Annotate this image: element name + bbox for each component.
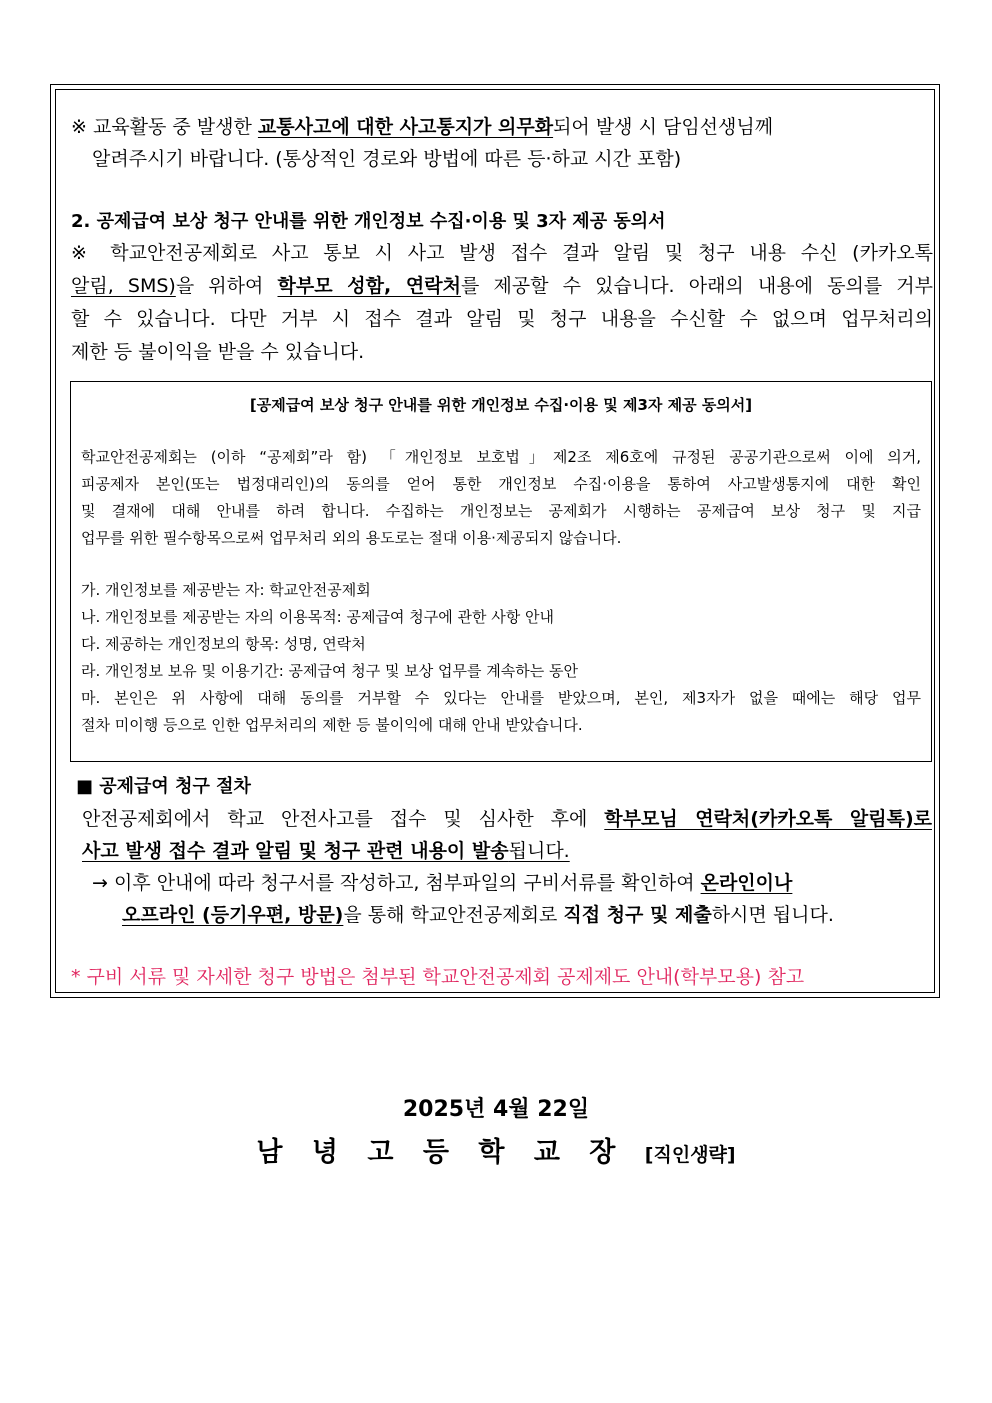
procedure-emphasis: 온라인이나	[700, 872, 793, 894]
document-inner-frame	[55, 89, 935, 993]
consent-item-ga: 가. 개인정보를 제공받는 자: 학교안전공제회	[81, 581, 371, 599]
procedure-emphasis: 오프라인 (등기우편, 방문)	[122, 904, 344, 926]
para-text: 를 제공할 수 있습니다. 아래의 내용에 동의를 거부	[460, 275, 934, 297]
consent-item-ma-line2: 절차 미이행 등으로 인한 업무처리의 제한 등 불이익에 대해 안내 받았습니다.	[81, 716, 583, 734]
procedure-line1	[82, 803, 932, 836]
document-frame	[50, 84, 940, 998]
seal-note: [직인생략]	[644, 1144, 736, 1166]
procedure-line4	[122, 900, 834, 930]
footnote: * 구비 서류 및 자세한 청구 방법은 첨부된 학교안전공제회 공제제도 안내(학부모용) 참고	[71, 966, 805, 988]
section2-heading: 2. 공제급여 보상 청구 안내를 위한 개인정보 수집·이용 및 3자 제공 동의서	[71, 211, 666, 232]
procedure-text: 을 통해 학교안전공제회로	[343, 904, 564, 926]
document-date: 2025년 4월 22일	[402, 1097, 590, 1122]
procedure-line3	[92, 868, 792, 898]
procedure-heading: ■ 공제급여 청구 절차	[76, 776, 251, 797]
consent-title: [공제급여 보상 청구 안내를 위한 개인정보 수집·이용 및 제3자 제공 동의서]	[249, 396, 753, 414]
procedure-line2	[82, 836, 570, 866]
traffic-notice-line1	[71, 112, 773, 142]
parent-info-emphasis: 학부모 성함, 연락처	[277, 275, 461, 297]
consent-item-ra: 라. 개인정보 보유 및 이용기간: 공제급여 청구 및 보상 업무를 계속하는 동안	[81, 662, 578, 680]
procedure-text: → 이후 안내에 따라 청구서를 작성하고, 첨부파일의 구비서류를 확인하여	[92, 872, 701, 894]
section2-paragraph-line4: 제한 등 불이익을 받을 수 있습니다.	[71, 341, 365, 363]
sms-text: 알림, SMS)	[71, 275, 176, 297]
consent-item-ma-line1: 마. 본인은 위 사항에 대해 동의를 거부할 수 있다는 안내를 받았으며, 본인, 제3자가 없을 때에는 해당 업무	[81, 689, 921, 707]
consent-intro-line: 업무를 위한 필수항목으로써 업무처리 외의 용도로는 절대 이용·제공되지 않습니다.	[81, 529, 622, 547]
notice-suffix: 되어 발생 시 담임선생님께	[553, 116, 774, 138]
section2-paragraph-line1: ※ 학교안전공제회로 사고 통보 시 사고 발생 접수 결과 알림 및 청구 내용 수신 (카카오톡	[71, 242, 933, 264]
section2-paragraph-line3: 할 수 있습니다. 다만 거부 시 접수 결과 알림 및 청구 내용을 수신할 수 없으며 업무처리의	[71, 308, 933, 330]
traffic-notice-line2: 알려주시기 바랍니다. (통상적인 경로와 방법에 따른 등·하교 시간 포함)	[92, 148, 682, 170]
principal-title: 남 녕 고 등 학 교 장	[256, 1137, 626, 1168]
procedure-emphasis: 사고 발생 접수 결과 알림 및 청구 관련 내용이 발송	[82, 840, 509, 862]
para-text: 을 위하여	[175, 275, 278, 297]
section2-paragraph-line2	[71, 270, 933, 303]
procedure-emphasis: 직접 청구 및 제출	[563, 904, 712, 926]
notice-emphasis: 교통사고에 대한 사고통지가 의무화	[257, 116, 554, 138]
procedure-text: 됩니다.	[508, 840, 570, 862]
consent-intro-line: 및 결재에 대해 안내를 하려 합니다. 수집하는 개인정보는 공제회가 시행하는 공제급여 보상 청구 및 지급	[81, 502, 921, 520]
principal-signature	[0, 1130, 992, 1169]
procedure-emphasis: 학부모님 연락처(카카오톡 알림톡)로	[604, 808, 932, 830]
consent-intro-line: 피공제자 본인(또는 법정대리인)의 동의를 얻어 통한 개인정보 수집·이용을 통하여 사고발생통지에 대한 확인	[81, 475, 921, 493]
procedure-text: 안전공제회에서 학교 안전사고를 접수 및 심사한 후에	[82, 808, 605, 830]
consent-box	[70, 381, 932, 762]
consent-intro-line: 학교안전공제회는 (이하 “공제회”라 함) 「개인정보 보호법」제2조 제6호에 규정된 공공기관으로써 이에 의거,	[81, 448, 921, 466]
consent-item-na: 나. 개인정보를 제공받는 자의 이용목적: 공제급여 청구에 관한 사항 안내	[81, 608, 554, 626]
procedure-text: 하시면 됩니다.	[711, 904, 834, 926]
consent-item-da: 다. 제공하는 개인정보의 항목: 성명, 연락처	[81, 635, 366, 653]
notice-prefix: ※ 교육활동 중 발생한	[71, 116, 258, 138]
